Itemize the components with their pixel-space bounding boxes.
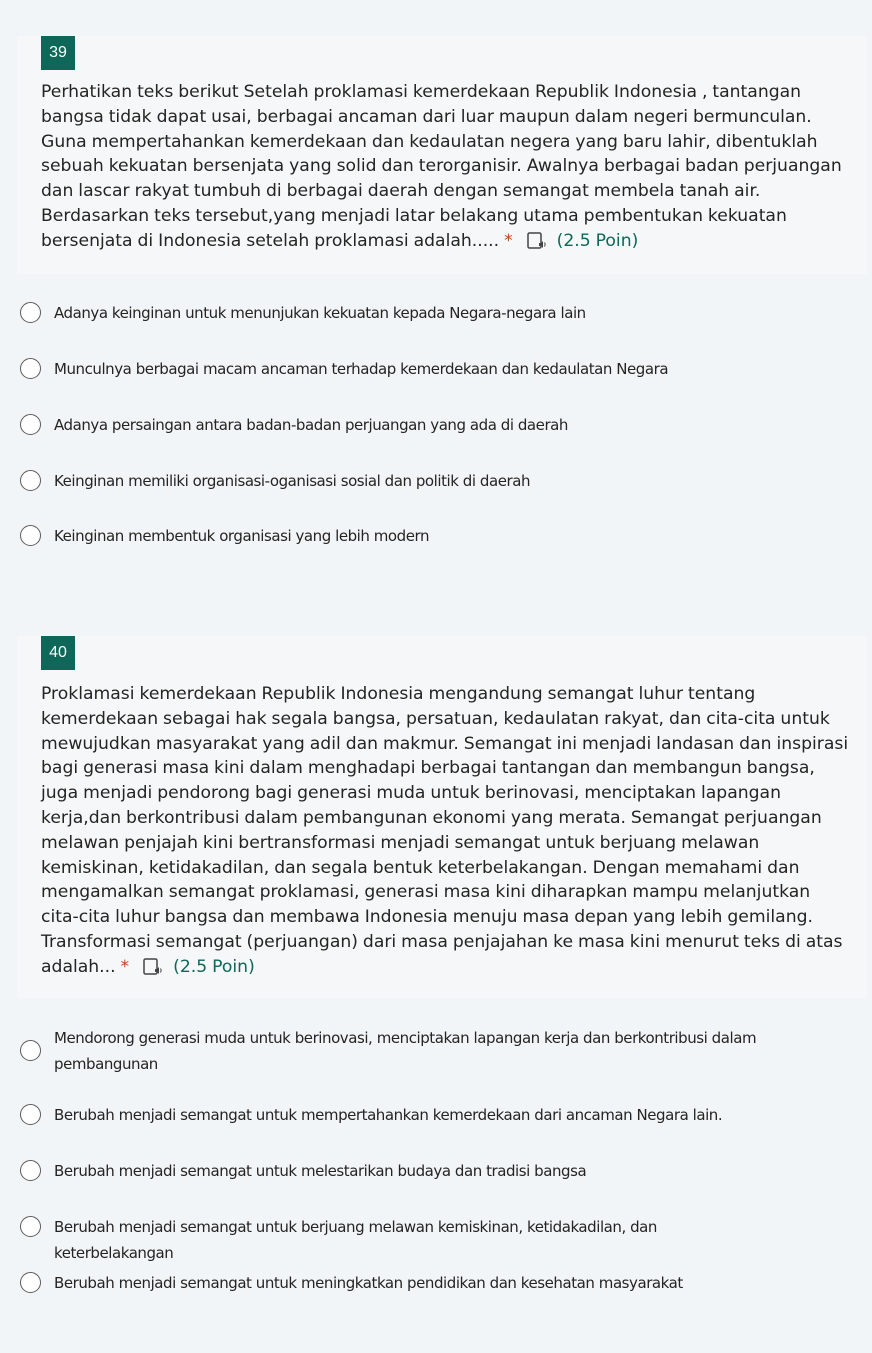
- answer-option[interactable]: [20, 300, 850, 326]
- answer-option[interactable]: [20, 412, 850, 438]
- required-asterisk: *: [120, 956, 130, 977]
- radio-button[interactable]: [20, 1160, 41, 1181]
- answer-option[interactable]: [20, 1025, 850, 1077]
- question-text: [41, 80, 851, 258]
- question-number-badge: 39: [41, 36, 75, 70]
- radio-button[interactable]: [20, 1040, 41, 1061]
- required-asterisk: *: [504, 230, 513, 251]
- points-label: (2.5 Poin): [173, 956, 255, 977]
- option-label: Adanya persaingan antara badan-badan perjuangan yang ada di daerah: [54, 416, 568, 434]
- question-card-40: [17, 636, 867, 998]
- question-prompt: Perhatikan teks berikut Setelah proklamasi kemerdekaan Republik Indonesia , tantangan bangsa tidak dapat usai, berbagai ancaman dari luar maupun dalam negeri bermunculan. Guna mempertahankan kemerdekaan dan kedaulatan negera yang baru lahir, dibentuklah sebuah kekuatan bersenjata yang solid dan terorganisir. Awalnya berbagai badan perjuangan dan lascar rakyat tumbuh di berbagai daerah dengan semangat membela tanah air. Berdasarkan teks tersebut,yang menjadi latar belakang utama pembentukan kekuatan bersenjata di Indonesia setelah proklamasi adalah.....: [41, 82, 842, 251]
- answer-option[interactable]: [20, 356, 850, 382]
- answer-option[interactable]: [20, 468, 850, 494]
- answer-option[interactable]: [20, 1270, 850, 1296]
- option-label: Keinginan memiliki organisasi-oganisasi sosial dan politik di daerah: [54, 472, 530, 490]
- radio-button[interactable]: [20, 525, 41, 546]
- option-label: Adanya keinginan untuk menunjukan kekuatan kepada Negara-negara lain: [54, 304, 586, 322]
- question-number-badge: 40: [41, 636, 75, 670]
- question-prompt: Proklamasi kemerdekaan Republik Indonesia mengandung semangat luhur tentang kemerdekaan sebagai hak segala bangsa, persatuan, kedaulatan rakyat, dan cita-cita untuk mewujudkan masyarakat yang adil dan makmur. Semangat ini menjadi landasan dan inspirasi bagi generasi masa kini dalam menghadapi berbagai tantangan dan membangun bangsa, juga menjadi pendorong bagi generasi muda untuk berinovasi, menciptakan lapangan kerja,dan berkontribusi dalam pembangunan ekonomi yang merata. Semangat perjuangan melawan penjajah kini bertransformasi menjadi semangat untuk berjuang melawan kemiskinan, ketidakadilan, dan segala bentuk keterbelakangan. Dengan memahami dan mengamalkan semangat proklamasi, generasi masa kini diharapkan mampu melanjutkan cita-cita luhur bangsa dan membawa Indonesia menuju masa depan yang lebih gemilang. Transformasi semangat (perjuangan) dari masa penjajahan ke masa kini menurut teks di atas adalah...: [41, 684, 849, 977]
- option-label: Berubah menjadi semangat untuk berjuang melawan kemiskinan, ketidakadilan, dan keterbelakangan: [54, 1218, 657, 1262]
- radio-button[interactable]: [20, 358, 41, 379]
- answer-option[interactable]: [20, 523, 850, 549]
- radio-button[interactable]: [20, 470, 41, 491]
- option-label: Berubah menjadi semangat untuk meningkatkan pendidikan dan kesehatan masyarakat: [54, 1274, 683, 1292]
- immersive-reader-icon[interactable]: [527, 232, 547, 258]
- option-label: Keinginan membentuk organisasi yang lebih modern: [54, 527, 430, 545]
- option-label: Berubah menjadi semangat untuk mempertahankan kemerdekaan dari ancaman Negara lain.: [54, 1106, 723, 1124]
- answer-option[interactable]: [20, 1158, 850, 1184]
- option-label: Berubah menjadi semangat untuk melestarikan budaya dan tradisi bangsa: [54, 1162, 587, 1180]
- option-label: Mendorong generasi muda untuk berinovasi, menciptakan lapangan kerja dan berkontribusi dalam pembangunan: [54, 1029, 757, 1073]
- question-text: [41, 682, 851, 984]
- question-card-39: [17, 36, 867, 274]
- option-label: Munculnya berbagai macam ancaman terhadap kemerdekaan dan kedaulatan Negara: [54, 360, 669, 378]
- points-label: (2.5 Poin): [556, 230, 639, 251]
- immersive-reader-icon[interactable]: [143, 958, 163, 984]
- radio-button[interactable]: [20, 1272, 41, 1293]
- radio-button[interactable]: [20, 302, 41, 323]
- answer-option[interactable]: [20, 1102, 850, 1128]
- radio-button[interactable]: [20, 414, 41, 435]
- answer-option[interactable]: [20, 1214, 850, 1262]
- radio-button[interactable]: [20, 1104, 41, 1125]
- radio-button[interactable]: [20, 1216, 41, 1237]
